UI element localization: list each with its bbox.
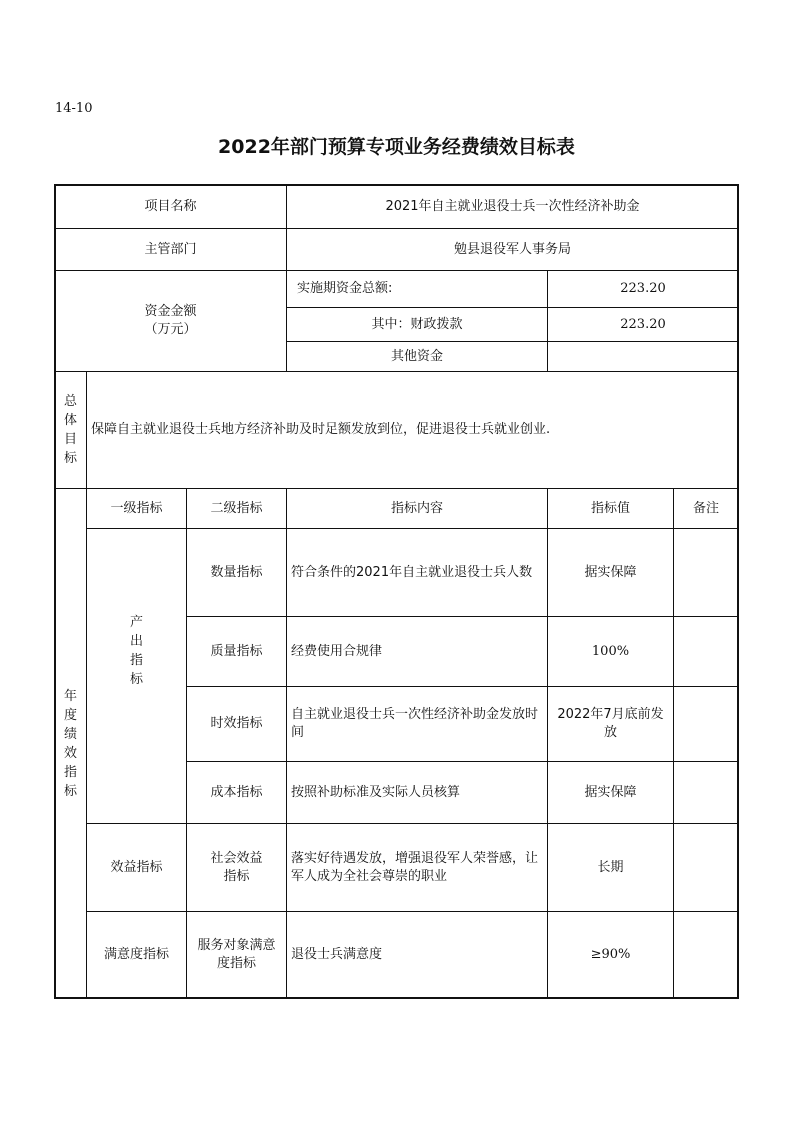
benefit-remark bbox=[673, 823, 739, 912]
funds-total-value: 223.20 bbox=[547, 270, 739, 308]
funds-other-value bbox=[547, 341, 739, 372]
funds-fiscal-label: 其中：财政拨款 bbox=[286, 307, 548, 342]
annual-indicators-label: 年度绩效指标 bbox=[63, 688, 77, 799]
header-level2: 二级指标 bbox=[186, 488, 287, 529]
overall-goal-label: 总体目标 bbox=[63, 394, 77, 466]
table-row-value: 2022年7月底前发放 bbox=[547, 686, 674, 762]
output-indicators-label: 产出指标 bbox=[129, 615, 143, 687]
header-remark: 备注 bbox=[673, 488, 739, 529]
page-title: 2022年部门预算专项业务经费绩效目标表 bbox=[218, 136, 575, 158]
department-label: 主管部门 bbox=[54, 228, 287, 271]
project-name-label: 项目名称 bbox=[54, 184, 287, 229]
table-row-content: 自主就业退役士兵一次性经济补助金发放时间 bbox=[286, 686, 548, 762]
funds-label-line1: 资金金额 bbox=[144, 304, 197, 319]
funds-other-label: 其他资金 bbox=[286, 341, 548, 372]
header-value: 指标值 bbox=[547, 488, 674, 529]
funds-total-label: 实施期资金总额: bbox=[286, 270, 548, 308]
satisfaction-value: ≥90% bbox=[547, 911, 674, 999]
header-content: 指标内容 bbox=[286, 488, 548, 529]
benefit-value: 长期 bbox=[547, 823, 674, 912]
satisfaction-level2: 服务对象满意度指标 bbox=[186, 911, 287, 999]
overall-goal-label-cell bbox=[54, 371, 87, 489]
table-row-value: 据实保障 bbox=[547, 528, 674, 617]
table-row-remark bbox=[673, 761, 739, 824]
document-number: 14-10 bbox=[55, 101, 93, 116]
table-row-content: 符合条件的2021年自主就业退役士兵人数 bbox=[286, 528, 548, 617]
benefit-content: 落实好待遇发放，增强退役军人荣誉感，让军人成为全社会尊崇的职业 bbox=[286, 823, 548, 912]
overall-goal-text: 保障自主就业退役士兵地方经济补助及时足额发放到位，促进退役士兵就业创业. bbox=[86, 371, 739, 489]
table-row-content: 经费使用合规律 bbox=[286, 616, 548, 687]
annual-indicators-label-cell bbox=[54, 488, 87, 999]
output-indicators-cell bbox=[86, 528, 187, 824]
benefit-level1: 效益指标 bbox=[86, 823, 187, 912]
table-row-level2: 数量指标 bbox=[186, 528, 287, 617]
table-row-remark bbox=[673, 528, 739, 617]
satisfaction-remark bbox=[673, 911, 739, 999]
table-row-remark bbox=[673, 686, 739, 762]
satisfaction-content: 退役士兵满意度 bbox=[286, 911, 548, 999]
table-row-value: 据实保障 bbox=[547, 761, 674, 824]
funds-label bbox=[54, 270, 287, 372]
table-row-level2: 成本指标 bbox=[186, 761, 287, 824]
header-level1: 一级指标 bbox=[86, 488, 187, 529]
funds-label-line2: （万元） bbox=[144, 322, 197, 337]
table-row-content: 按照补助标准及实际人员核算 bbox=[286, 761, 548, 824]
project-name-value: 2021年自主就业退役士兵一次性经济补助金 bbox=[286, 184, 739, 229]
satisfaction-level1: 满意度指标 bbox=[86, 911, 187, 999]
department-value: 勉县退役军人事务局 bbox=[286, 228, 739, 271]
table-row-remark bbox=[673, 616, 739, 687]
table-row-level2: 质量指标 bbox=[186, 616, 287, 687]
table-row-value: 100% bbox=[547, 616, 674, 687]
funds-fiscal-value: 223.20 bbox=[547, 307, 739, 342]
benefit-level2: 社会效益指标 bbox=[186, 823, 287, 912]
table-row-level2: 时效指标 bbox=[186, 686, 287, 762]
